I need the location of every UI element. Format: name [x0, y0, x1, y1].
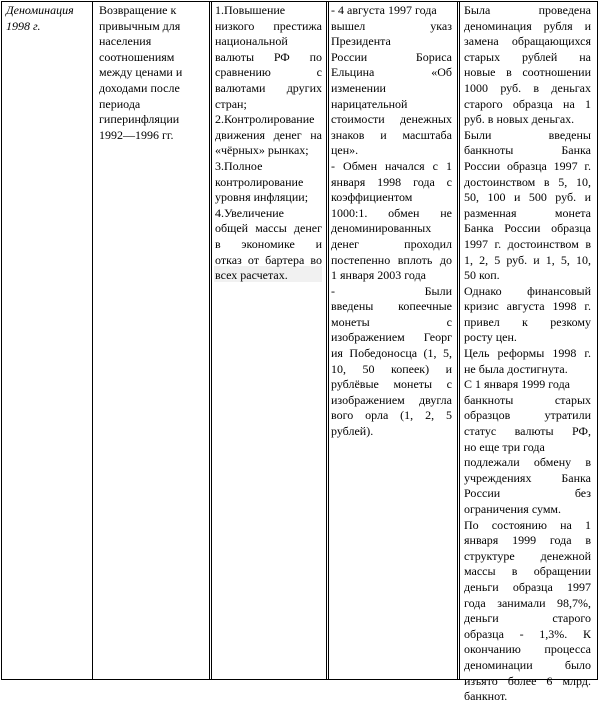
text-line: стран;: [215, 96, 247, 111]
text-line: общей массы денег: [215, 221, 322, 236]
text-line: изъято более 6 млрд.: [464, 673, 591, 688]
text-line: доходами после: [99, 80, 180, 95]
text-line: в экономике и: [215, 236, 322, 251]
text-line: не была достигнута.: [464, 361, 568, 376]
table-top-border: [1, 1, 598, 2]
text-line: образца - 1,3%. К: [464, 626, 591, 641]
text-line: Была проведена: [464, 3, 591, 17]
text-line: вышел указ: [331, 18, 452, 33]
reform-result-cell: [464, 3, 591, 705]
text-line: монеты с: [331, 314, 452, 329]
text-line: учреждениях Банка: [464, 470, 591, 485]
text-line: отказ от бартера во: [215, 252, 322, 267]
text-line: банкнот.: [464, 689, 508, 704]
text-line: деноминация рубля и: [464, 18, 591, 33]
text-line: 1992—1996 гг.: [99, 127, 174, 142]
text-line: изображением двугла: [331, 392, 452, 407]
text-line: 10, 50 копеек) и: [331, 361, 452, 376]
text-line: между ценами и: [99, 65, 183, 80]
text-line: населения: [99, 34, 152, 49]
column-divider: [457, 1, 458, 680]
text-line: По состоянию на 1: [464, 517, 591, 532]
text-line: - Обмен начался с 1: [331, 158, 452, 173]
text-line: привычным для: [99, 18, 181, 33]
text-line: Возвращение к: [99, 3, 177, 17]
text-line: Банка России образца: [464, 221, 591, 236]
text-line: достоинством в 5, 10,: [464, 174, 591, 189]
text-line: национальной: [215, 34, 288, 49]
text-line: 1000 руб. в деньгах: [464, 80, 591, 95]
text-line: «чёрных» рынках;: [215, 143, 309, 158]
text-line: разменная монета: [464, 205, 591, 220]
text-line: января 1999 года в: [464, 533, 591, 548]
text-line: Были введены: [464, 127, 591, 142]
text-line: росту цен.: [464, 330, 517, 345]
text-line: структуре денежной: [464, 548, 591, 563]
text-line: введены копеечные: [331, 299, 452, 314]
text-line: денег проходил: [331, 236, 452, 251]
text-line: года занимали 98,7%,: [464, 595, 591, 610]
text-line: деньги образца 1997: [464, 579, 591, 594]
text-line: С 1 января 1999 года: [464, 377, 571, 392]
reform-tasks-cell: [215, 3, 322, 284]
text-line: деноминированных: [331, 221, 432, 236]
column-divider: [92, 1, 93, 680]
table-left-border: [1, 1, 2, 680]
text-line: образцов утратили: [464, 408, 591, 423]
text-line: массы в обращении: [464, 564, 591, 579]
text-line: 1997 г. достоинством в: [464, 236, 591, 251]
text-line: 50 коп.: [464, 268, 500, 283]
text-line: движения денег на: [215, 127, 322, 142]
column-divider: [209, 1, 210, 680]
text-line: уровня инфляции;: [215, 190, 309, 205]
column-divider: [326, 1, 327, 680]
text-line: подлежали обмену в: [464, 455, 591, 470]
text-line: валюты РФ по: [215, 49, 322, 64]
reform-goal-cell: [99, 3, 203, 143]
text-line: но еще три года: [464, 439, 545, 454]
text-line: низкого престижа: [215, 18, 322, 33]
text-line: России Бориса: [331, 49, 452, 64]
text-line: валютами других: [215, 80, 322, 95]
text-line: Цель реформы 1998 г.: [464, 346, 591, 361]
text-line: изменении: [331, 80, 386, 95]
text-line: 3.Полное: [215, 158, 263, 173]
text-line: вого орла (1, 2, 5: [331, 408, 452, 423]
text-line: деноминации было: [464, 657, 591, 672]
text-line: руб. в новых деньгах.: [464, 112, 575, 127]
text-line: 50, 100 и 500 руб. и: [464, 190, 591, 205]
text-line: деньги старого: [464, 611, 591, 626]
text-line: коэффициентом: [331, 190, 413, 205]
text-line: привел к резкому: [464, 314, 591, 329]
text-line: России без: [464, 486, 591, 501]
text-line: ограничения сумм.: [464, 502, 562, 516]
text-line: кризис августа 1998 г.: [464, 299, 591, 314]
text-line: Президента: [331, 34, 391, 49]
text-line: 1998 г.: [6, 18, 41, 33]
text-line: ия Победоносца (1, 5,: [331, 346, 452, 361]
text-line: 1 января 2003 года: [331, 268, 427, 283]
text-line: соотношениям: [99, 49, 175, 64]
text-line: окончанию процесса: [464, 642, 591, 657]
table-right-border: [597, 1, 598, 680]
reform-name-cell: [6, 3, 89, 34]
text-line: - Были: [331, 283, 452, 298]
text-line: стоимости денежных: [331, 112, 452, 127]
text-line: 4.Увеличение: [215, 205, 285, 220]
column-divider: [211, 1, 212, 680]
text-line: старого образца на 1: [464, 96, 591, 111]
text-line: Однако финансовый: [464, 283, 591, 298]
text-line: банкноты старых: [464, 392, 591, 407]
text-line: изображением Георг: [331, 330, 452, 345]
text-line: рублей).: [331, 424, 374, 439]
text-line: новые в соотношении: [464, 65, 591, 80]
text-line: Ельцина «Об: [331, 65, 452, 80]
text-line: цен».: [331, 143, 359, 158]
text-line: постепенно вплоть до: [331, 252, 452, 267]
text-line: 1.Повышение: [215, 3, 286, 17]
text-line: 1000:1. обмен не: [331, 205, 452, 220]
text-line: старых рублей на: [464, 49, 591, 64]
text-line: замена обращающихся: [464, 34, 591, 49]
text-line: 1, 2, 5 руб. и 1, 5, 10,: [464, 252, 591, 267]
text-line: сравнению с: [215, 65, 322, 80]
text-line: нарицательной: [331, 96, 408, 111]
text-line: статус валюты РФ,: [464, 424, 591, 439]
column-divider: [459, 1, 460, 680]
reform-implementation-cell: [331, 3, 452, 440]
text-line: рублёвые монеты с: [331, 377, 452, 392]
text-line: - 4 августа 1997 года: [331, 3, 437, 17]
text-line: банкноты Банка: [464, 143, 591, 158]
text-line: всех расчетах.: [215, 268, 288, 283]
text-line: России образца 1997 г.: [464, 158, 591, 173]
text-line: периода: [99, 96, 141, 111]
text-line: контролирование: [215, 174, 304, 189]
text-line: января 1998 года с: [331, 174, 452, 189]
text-line: знаков и масштаба: [331, 127, 452, 142]
column-divider: [328, 1, 329, 680]
text-line: 2.Контролирование: [215, 112, 315, 127]
text-line: гиперинфляции: [99, 112, 180, 127]
text-line: Деноминация: [6, 3, 74, 17]
